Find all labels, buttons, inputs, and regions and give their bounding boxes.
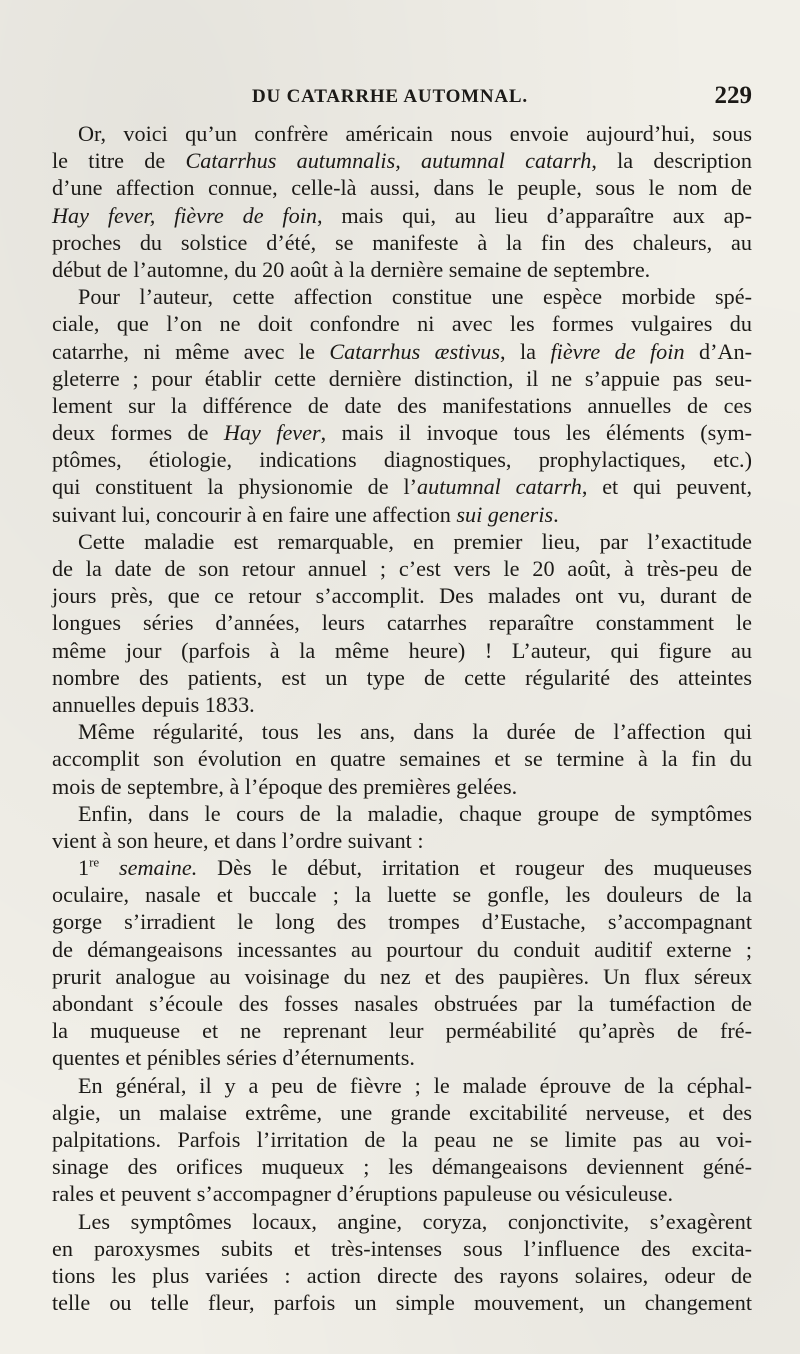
text-line (52, 1289, 752, 1316)
page-number: 229 (714, 82, 752, 109)
text-run: En général, il y a peu de fièvre ; le malade éprouve de la céphal- (78, 1072, 752, 1098)
text-run: la muqueuse et ne reprenant leur perméabilité qu’après de fré- (52, 1018, 752, 1044)
text-run: de démangeaisons incessantes au pourtour du conduit auditif externe ; (52, 936, 752, 962)
text-line (52, 310, 752, 337)
text-line (52, 1126, 752, 1153)
text-run: jours près, que ce retour s’accomplit. Des malades ont vu, durant de (52, 583, 752, 609)
text-line (52, 1235, 752, 1262)
text-line (52, 1072, 752, 1099)
paragraph (52, 120, 752, 283)
text-run: annuelles depuis 1833. (52, 691, 255, 717)
text-line (52, 1180, 752, 1207)
text-run: Les symptômes locaux, angine, coryza, conjonctivite, s’exagèrent (78, 1208, 752, 1234)
text-line (52, 528, 752, 555)
text-line (52, 365, 752, 392)
text-run: , la (500, 338, 551, 364)
italic-text: Hay fever, fièvre de foin (52, 202, 317, 228)
running-head (52, 82, 752, 112)
text-run: catarrhe, ni même avec le (52, 338, 330, 364)
text-run: oculaire, nasale et buccale ; la luette se gonfle, les douleurs de la (52, 882, 752, 908)
text-line (52, 147, 752, 174)
text-line (52, 555, 752, 582)
text-run: nombre des patients, est un type de cette régularité des atteintes (52, 664, 752, 690)
text-line (52, 419, 752, 446)
text-line (52, 1153, 752, 1180)
text-line (52, 256, 752, 283)
text-run: abondant s’écoule des fosses nasales obstruées par la tuméfaction de (52, 991, 752, 1016)
text-line (52, 120, 752, 147)
text-line (52, 582, 752, 609)
paragraph (52, 283, 752, 528)
text-line (52, 664, 752, 691)
text-run: mois de septembre, à l’époque des premières gelées. (52, 773, 518, 799)
text-run: proches du solstice d’été, se manifeste à la fin des chaleurs, au (52, 229, 752, 255)
text-line (52, 881, 752, 908)
text-line (52, 990, 752, 1017)
text-run: début de l’automne, du 20 août à la dernière semaine de septembre. (52, 256, 651, 282)
text-run: deux formes de (52, 420, 224, 446)
text-line (52, 229, 752, 256)
text-run: , et qui peuvent, (581, 474, 752, 500)
text-line (52, 827, 752, 854)
paragraph (52, 1072, 752, 1208)
text-run: Pour l’auteur, cette affection constitue une espèce morbide spé- (78, 284, 752, 310)
italic-text: Catarrhus autumnalis, autumnal catarrh (185, 148, 592, 174)
text-run: de la date de son retour annuel ; c’est vers le 20 août, à très-peu de (52, 556, 752, 581)
text-line (52, 1262, 752, 1289)
paragraph (52, 528, 752, 718)
text-line (52, 174, 752, 201)
text-run: suivant lui, concourir à en faire une affection (52, 501, 457, 527)
superscript-text: re (89, 854, 100, 870)
text-run: Même régularité, tous les ans, dans la durée de l’affection qui (78, 719, 752, 745)
text-run: rales et peuvent s’accompagner d’éruptions papuleuse ou vésiculeuse. (52, 1181, 674, 1207)
text-line (52, 501, 752, 528)
text-run: en paroxysmes subits et très-intenses sous l’influence des excita- (52, 1235, 752, 1261)
text-line (52, 609, 752, 636)
italic-text: Catarrhus æstivus (329, 338, 501, 364)
text-run: quentes et pénibles séries d’éternuments. (52, 1045, 415, 1071)
text-run: Cette maladie est remarquable, en premier lieu, par l’exactitude (78, 528, 752, 554)
text-run: lement sur la différence de date des manifestations annuelles de ces (52, 392, 752, 418)
text-run: prurit analogue au voisinage du nez et des paupières. Un flux séreux (52, 963, 752, 989)
text-line (52, 202, 752, 229)
paragraph (52, 718, 752, 800)
text-run: Dès le début, irritation et rougeur des muqueuses (197, 855, 752, 881)
text-line (52, 773, 752, 800)
text-line (52, 1208, 752, 1235)
text-run: sinage des orifices muqueux ; les démangeaisons deviennent géné- (52, 1154, 752, 1180)
text-line (52, 963, 752, 990)
text-line (52, 1017, 752, 1044)
text-body (52, 120, 752, 1316)
text-run: , mais qui, au lieu d’apparaître aux ap- (316, 202, 752, 228)
text-line (52, 854, 752, 881)
text-run: , mais il invoque tous les éléments (sym- (320, 420, 752, 446)
text-run: longues séries d’années, leurs catarrhes reparaître constamment le (52, 610, 752, 636)
italic-text: autumnal catarrh (417, 474, 582, 500)
text-run: 1 (78, 855, 90, 881)
text-run: telle ou telle fleur, parfois un simple mouvement, un changement (52, 1290, 752, 1316)
text-line (52, 1099, 752, 1126)
running-head-title: DU CATARRHE AUTOMNAL. (252, 86, 528, 107)
text-run: même jour (parfois à la même heure) ! L’auteur, qui figure au (52, 637, 752, 663)
text-line (52, 446, 752, 473)
text-line (52, 691, 752, 718)
italic-text: Hay fever (223, 420, 321, 446)
paragraph (52, 1208, 752, 1317)
text-run: gorge s’irradient le long des trompes d’Eustache, s’accompagnant (52, 909, 752, 935)
text-run: , la description (591, 148, 752, 174)
italic-text: fièvre de foin (550, 338, 685, 364)
text-line (52, 800, 752, 827)
text-run: d’An- (684, 338, 752, 364)
text-line (52, 283, 752, 310)
text-line (52, 1044, 752, 1071)
text-run: accomplit son évolution en quatre semaines et se termine à la fin du (52, 746, 752, 772)
paragraph (52, 800, 752, 854)
text-line (52, 392, 752, 419)
text-line (52, 936, 752, 963)
text-run: vient à son heure, et dans l’ordre suivant : (52, 827, 424, 853)
text-line (52, 718, 752, 745)
text-line (52, 745, 752, 772)
text-run: gleterre ; pour établir cette dernière distinction, il ne s’appuie pas seu- (52, 365, 752, 391)
text-line (52, 637, 752, 664)
text-line (52, 908, 752, 935)
text-run: qui constituent la physionomie de l’ (52, 474, 417, 500)
text-run: algie, un malaise extrême, une grande excitabilité nerveuse, et des (52, 1099, 752, 1125)
italic-text: semaine. (99, 855, 198, 881)
text-run: Or, voici qu’un confrère américain nous envoie aujourd’hui, sous (78, 121, 752, 146)
text-line (52, 473, 752, 500)
text-line (52, 338, 752, 365)
italic-text: sui generis (456, 501, 554, 527)
text-run: Enfin, dans le cours de la maladie, chaque groupe de symptômes (78, 800, 752, 826)
text-run: tions les plus variées : action directe des rayons solaires, odeur de (52, 1262, 752, 1288)
text-run: ptômes, étiologie, indications diagnostiques, prophylactiques, etc.) (52, 447, 752, 473)
text-run: palpitations. Parfois l’irritation de la peau ne se limite pas au voi- (52, 1126, 752, 1152)
text-run: ciale, que l’on ne doit confondre ni avec les formes vulgaires du (52, 311, 752, 337)
text-run: le titre de (52, 148, 186, 174)
text-run: d’une affection connue, celle-là aussi, dans le peuple, sous le nom de (52, 175, 752, 201)
text-run: . (553, 501, 559, 527)
paragraph (52, 854, 752, 1072)
